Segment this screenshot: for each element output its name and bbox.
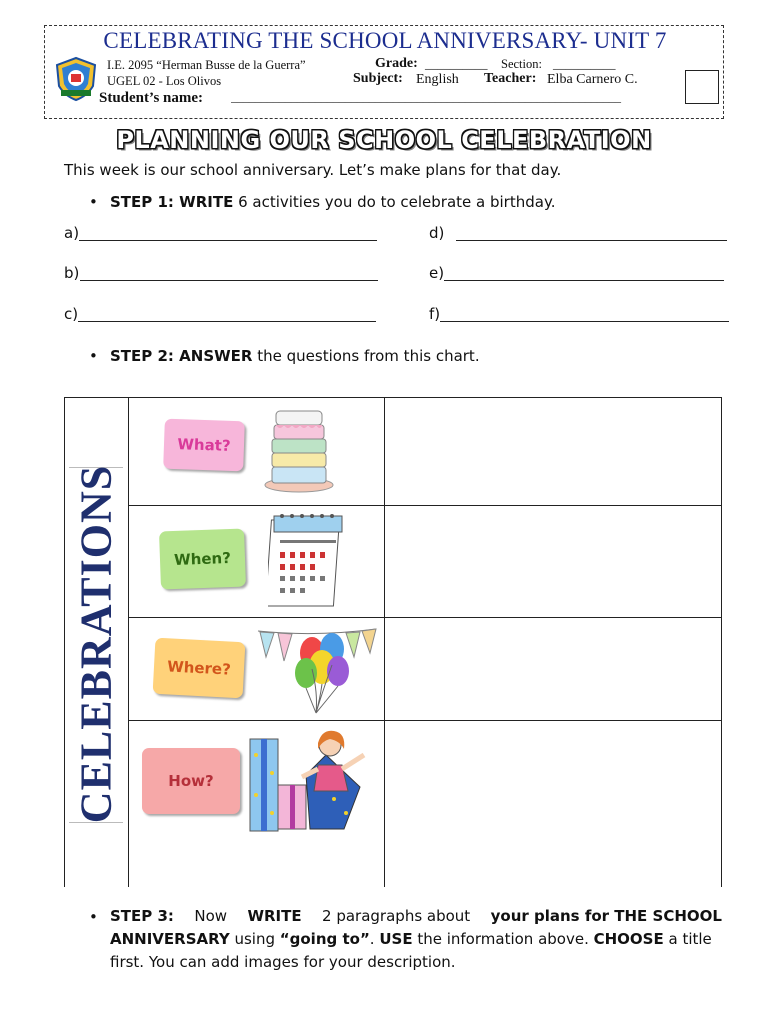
chart-row-line-1 (128, 505, 722, 506)
step3-anniversary: ANNIVERSARY (110, 930, 230, 948)
step3-text-now: Now (194, 907, 228, 925)
when-tag: When? (159, 529, 246, 590)
step1-bullet: • (89, 193, 98, 211)
activity-line-e[interactable] (444, 280, 724, 281)
worksheet-title: CELEBRATING THE SCHOOL ANNIVERSARY- UNIT 7 (103, 28, 667, 53)
teacher-value: Elba Carnero C. (547, 72, 638, 87)
where-tag: Where? (153, 638, 246, 699)
celebrations-chart (64, 397, 722, 887)
step3-going-to: “going to” (279, 930, 370, 948)
header-box (44, 25, 724, 119)
gift-girl-icon (248, 725, 376, 835)
chart-right-border (721, 397, 722, 887)
calendar-icon (268, 512, 348, 610)
activity-letter-f: f) (429, 305, 441, 323)
step1-label: STEP 1: WRITE (110, 193, 234, 211)
step3-text-title: a title (663, 930, 712, 948)
step3-text-info: the information above. (412, 930, 594, 948)
step3-line-3: first. You can add images for your description. (110, 953, 456, 971)
celebrations-vertical-label: CELEBRATIONS (71, 464, 121, 824)
intro-text: This week is our school anniversary. Let’s make plans for that day. (64, 161, 562, 179)
balloons-icon (256, 623, 378, 715)
step2-label: STEP 2: ANSWER (110, 347, 253, 365)
grade-label: Grade: (375, 56, 418, 71)
chart-row-line-2 (128, 617, 722, 618)
teacher-label: Teacher: (484, 71, 537, 86)
step3-line-1 (110, 905, 722, 928)
step1-instruction (110, 193, 555, 211)
cake-icon (262, 405, 336, 493)
step1-text: 6 activities you do to celebrate a birthday. (233, 193, 556, 211)
activity-line-b[interactable] (80, 280, 378, 281)
chart-divider-1 (128, 397, 129, 887)
activity-letter-c: c) (64, 305, 79, 323)
activity-letter-a: a) (64, 224, 80, 242)
step3-choose: CHOOSE (593, 930, 664, 948)
subject-label: Subject: (353, 71, 403, 86)
step3-bullet: • (89, 908, 98, 926)
page-heading: PLANNING OUR SCHOOL CELEBRATION (116, 126, 652, 154)
section-label: Section: (501, 57, 542, 71)
activity-line-d[interactable] (456, 240, 727, 241)
ugel-text: UGEL 02 - Los Olivos (107, 74, 222, 88)
chart-row-line-3 (128, 720, 722, 721)
chart-left-border (64, 397, 65, 887)
activity-line-c[interactable] (78, 321, 376, 322)
grade-blank[interactable]: __________ (425, 57, 488, 71)
step2-bullet: • (89, 347, 98, 365)
step3-text-paragraphs: 2 paragraphs about (322, 907, 471, 925)
activity-letter-d: d) (429, 224, 445, 242)
student-name-label: Student’s name: (99, 90, 204, 106)
how-tag: How? (142, 748, 240, 814)
grade-stamp-box (685, 70, 719, 104)
step3-line-2 (110, 928, 722, 951)
school-name: I.E. 2095 “Herman Busse de la Guerra” (107, 58, 306, 72)
chart-divider-2 (384, 397, 385, 887)
step2-text: the questions from this chart. (252, 347, 480, 365)
step3-label: STEP 3: (110, 907, 174, 925)
step3-period: . (369, 930, 380, 948)
chart-top-border (64, 397, 722, 398)
step3-use: USE (379, 930, 413, 948)
activity-line-a[interactable] (79, 240, 377, 241)
section-blank[interactable]: __________ (553, 57, 616, 71)
activity-letter-e: e) (429, 264, 445, 282)
step3-write: WRITE (247, 907, 302, 925)
step3-instruction (110, 905, 722, 974)
step3-plans: your plans for THE SCHOOL (490, 907, 722, 925)
step2-instruction (110, 347, 480, 365)
step3-text-using: using (229, 930, 280, 948)
activity-letter-b: b) (64, 264, 80, 282)
school-logo-icon (53, 56, 99, 102)
what-tag: What? (163, 419, 245, 472)
student-name-blank[interactable]: _________________________________________________________________ (231, 90, 621, 104)
subject-value: English (416, 72, 459, 87)
activity-line-f[interactable] (440, 321, 729, 322)
